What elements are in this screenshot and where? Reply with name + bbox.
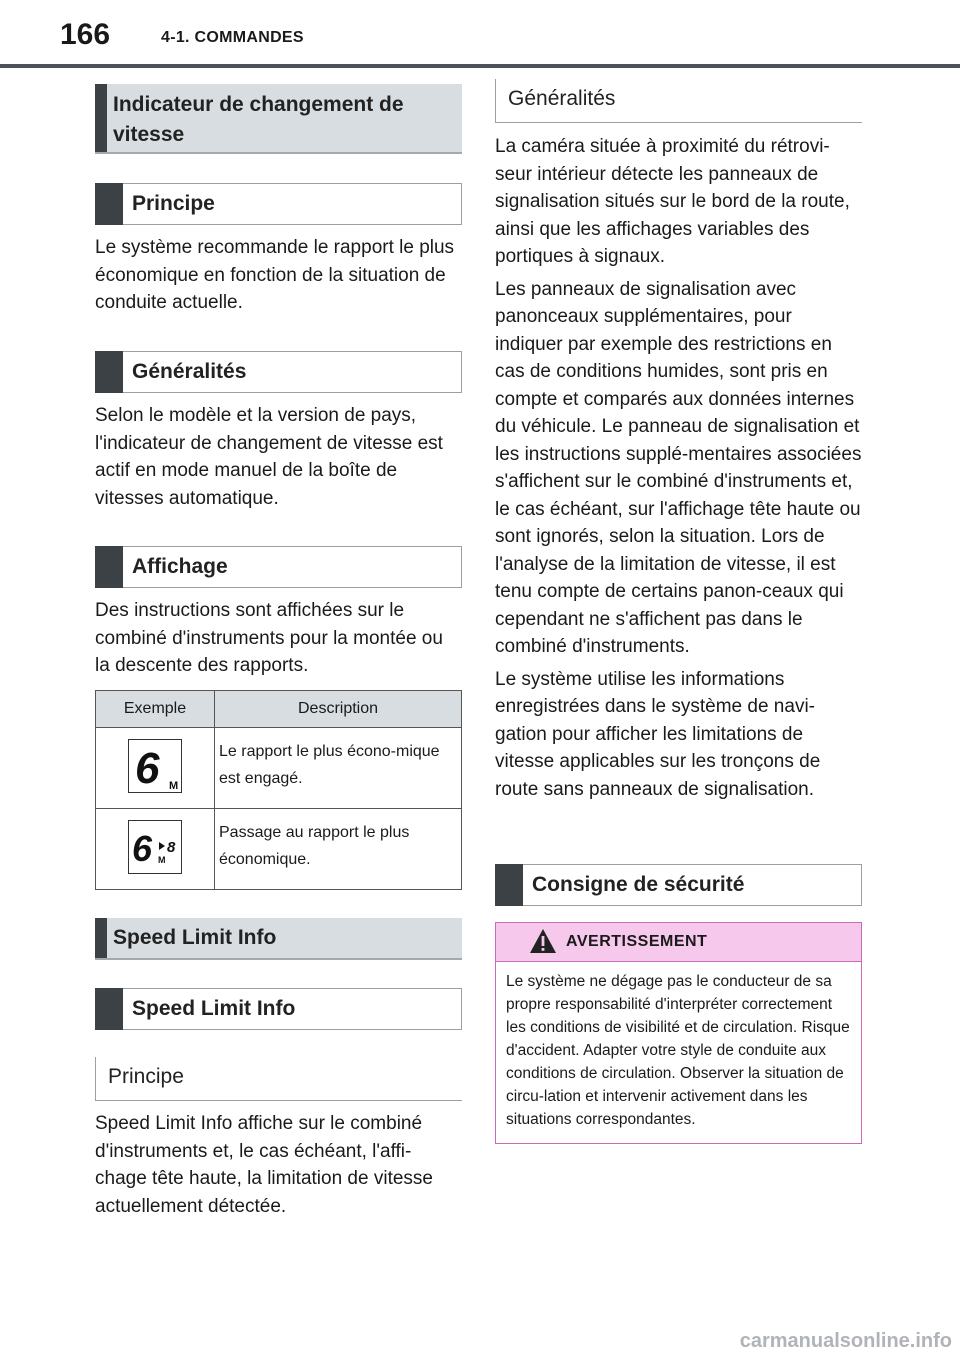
table-cell-description: Passage au rapport le plus économique. xyxy=(215,809,462,890)
subsection-consigne xyxy=(495,864,862,906)
table-cell-description: Le rapport le plus écono-mique est engagé. xyxy=(215,728,462,809)
gear-6-upshift-8-icon xyxy=(128,820,182,874)
minor-heading-principe: Principe xyxy=(95,1057,462,1101)
subheading-principe: Principe xyxy=(95,183,462,225)
header-rule xyxy=(0,64,960,68)
warning-text: Le système ne dégage pas le conducteur de sa propre responsabilité d'interpréter correctement les conditions de visibilité et de circulation. Risque d'accident. Adapter votre style de conduite aux conditions de circulation. Observer la situation de circu-lation et intervenir activement dans les situations correspondantes. xyxy=(506,973,850,1128)
svg-text:M: M xyxy=(158,855,166,865)
warning-header xyxy=(496,923,861,962)
chapter-title: 4-1. COMMANDES xyxy=(161,29,304,46)
page-number: 166 xyxy=(60,18,111,51)
paragraph-generalites: Selon le modèle et la version de pays, l'indicateur de changement de vitesse est actif en mode manuel de la boîte de vitesses automatique. xyxy=(95,405,443,509)
warning-panel xyxy=(495,922,862,1144)
subheading-affichage: Affichage xyxy=(95,546,462,588)
table-header-row xyxy=(96,691,462,728)
page-header xyxy=(0,0,960,68)
section-heading-speed-limit: Speed Limit Info xyxy=(95,918,462,960)
left-subsection-affichage xyxy=(95,546,462,680)
svg-text:8: 8 xyxy=(167,839,176,856)
minor-heading-generalites: Généralités xyxy=(495,79,862,123)
subheading-speed-limit: Speed Limit Info xyxy=(95,988,462,1030)
subheading-consigne-securite: Consigne de sécurité xyxy=(495,864,862,906)
right-column xyxy=(495,79,862,803)
paragraph-affichage: Des instructions sont affichées sur le combiné d'instruments pour la montée ou la descente des rapports. xyxy=(95,600,443,676)
paragraph-panels: Les panneaux de signalisation avec panonceaux supplémentaires, pour indiquer par exemple des restrictions en cas de conditions humides, sont pris en compte et comparés aux données internes du véhicule. Le panneau de signalisation et les instructions supplé-mentaires associées s'affichent sur le combiné d'instruments et, le cas échéant, sur l'affichage tête haute ou sont ignorés, selon la situation. Lors de l'analyse de la limitation de vitesse, il est tenu compte de certains panon-ceaux qui cependant ne s'affichent pas dans le combiné d'instruments. xyxy=(495,278,862,657)
subsection-speed-limit-principe xyxy=(95,1057,462,1220)
paragraph-navigation: Le système utilise les informations enregistrées dans le système de navi-gation pour afficher les limitations de vitesse applicables sur les tronçons de route sans panneaux de signalisation. xyxy=(495,668,821,800)
left-column xyxy=(95,84,462,154)
subsection-speed-limit xyxy=(95,988,462,1030)
warning-triangle-icon xyxy=(528,927,558,960)
svg-text:M: M xyxy=(169,780,179,792)
paragraph-principe: Le système recommande le rapport le plus économique en fonction de la situation de conduite actuelle. xyxy=(95,237,455,313)
paragraph-speed-limit: Speed Limit Info affiche sur le combiné d'instruments et, le cas échéant, l'affi-chage tête haute, la limitation de vitesse actuellement détectée. xyxy=(95,1113,433,1217)
column-header-description: Description xyxy=(215,691,462,728)
subheading-generalites: Généralités xyxy=(95,351,462,393)
paragraph-camera: La caméra située à proximité du rétrovi-seur intérieur détecte les panneaux de signalisation situés sur le bord de la route, ainsi que les affichages variables des portiques à signaux. xyxy=(495,136,850,267)
table-cell-icon xyxy=(96,728,215,809)
watermark: carmanualsonline.info xyxy=(739,1330,952,1352)
table-row xyxy=(96,809,462,890)
column-header-example: Exemple xyxy=(96,691,215,728)
example-table-wrapper xyxy=(95,690,462,890)
table-row xyxy=(96,728,462,809)
warning-box xyxy=(495,922,862,1144)
gear-6-manual-icon xyxy=(128,739,182,793)
warning-title: AVERTISSEMENT xyxy=(566,933,708,950)
left-subsection-generalites xyxy=(95,351,462,512)
svg-text:6: 6 xyxy=(135,744,160,792)
left-subsection-principe xyxy=(95,183,462,317)
table-cell-icon xyxy=(96,809,215,890)
svg-text:6: 6 xyxy=(132,828,153,869)
section-speed-limit xyxy=(95,918,462,960)
example-table xyxy=(95,690,462,890)
section-heading-shift-indicator: Indicateur de changement de vitesse xyxy=(95,84,462,154)
